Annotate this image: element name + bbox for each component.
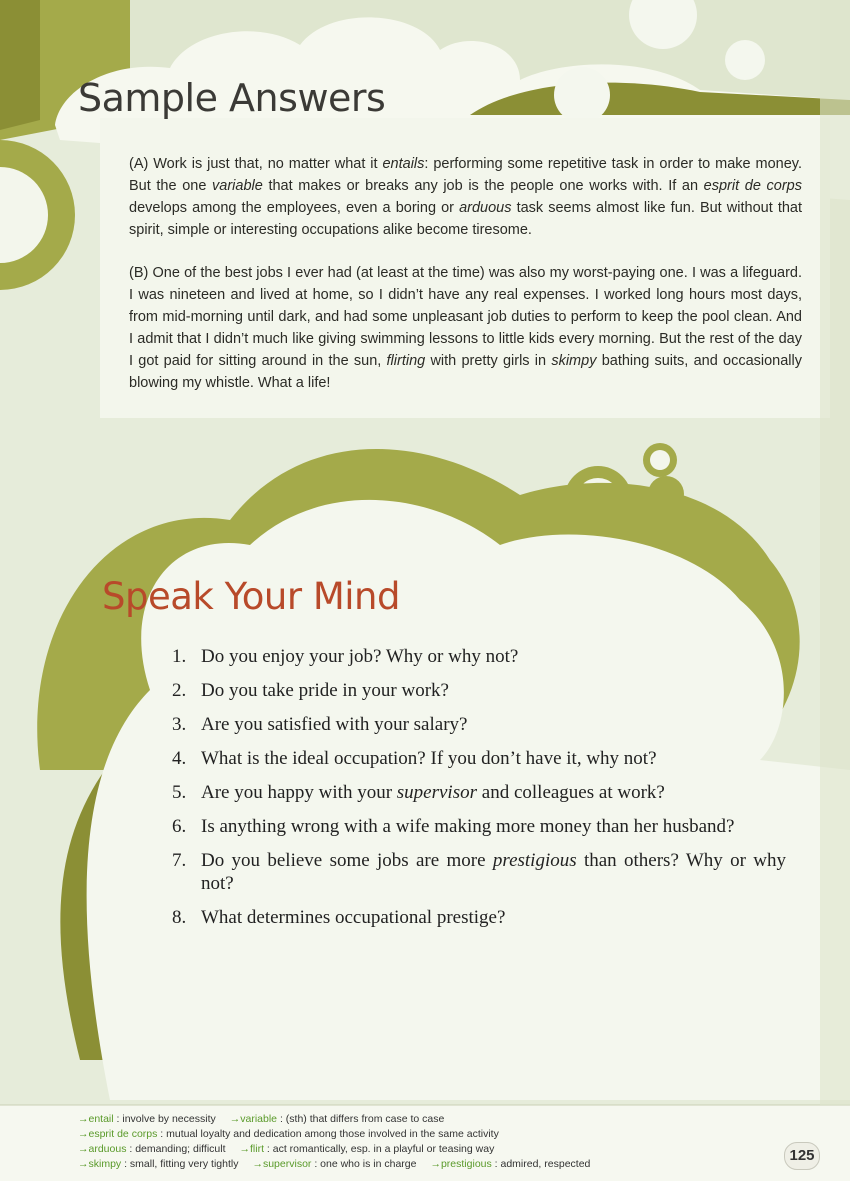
vocabulary-glossary	[78, 1112, 778, 1172]
question-list	[172, 645, 786, 940]
arrow-icon: →	[78, 1128, 89, 1140]
question-item: 8. What determines occupational prestige?	[172, 907, 506, 928]
arrow-icon: →	[239, 1143, 250, 1155]
sample-answer-b: (B) One of the best jobs I ever had (at least at the time) was also my worst-paying one. I was a lifeguard. I was nineteen and lived at home, so I didn’t have any real expenses. I worked long hours most days, from mid-morning until dark, and had some unpleasant job duties to perform to keep the pool clean. And I admit that I didn’t much like giving swimming lessons to little kids every morning. But the rest of the day I got paid for sitting around in the sun, flirting with pretty girls in skimpy bathing suits, and occasionally blowing my whistle. What a life!	[129, 265, 802, 391]
glossary-row: →arduous : demanding; difficult →flirt : act romantically, esp. in a playful or teasing way	[78, 1143, 495, 1155]
sample-answer-a: (A) Work is just that, no matter what it entails: performing some repetitive task in order to make money. But the one variable that makes or breaks any job is the people one works with. If an esprit de corps develops among the employees, even a boring or arduous task seems almost like fun. But without that spirit, simple or interesting occupations alike become tiresome.	[129, 156, 802, 238]
question-item: 2. Do you take pride in your work?	[172, 680, 449, 701]
arrow-icon: →	[252, 1158, 263, 1170]
question-item: 5. Are you happy with your supervisor and colleagues at work?	[172, 782, 665, 803]
section-title-speak-your-mind: Speak Your Mind	[102, 575, 400, 618]
question-item: 4. What is the ideal occupation? If you don’t have it, why not?	[172, 748, 657, 769]
vocab-term: variable	[212, 178, 263, 194]
arrow-icon: →	[78, 1113, 89, 1125]
glossary-row: →skimpy : small, fitting very tightly →supervisor : one who is in charge →prestigious : admired, respected	[78, 1158, 591, 1170]
vocab-term: flirting	[386, 353, 426, 369]
arrow-icon: →	[430, 1158, 441, 1170]
vocab-term: esprit de corps	[703, 178, 802, 194]
arrow-icon: →	[229, 1113, 241, 1125]
vocab-term: entails	[382, 156, 425, 172]
question-item: 7. Do you believe some jobs are more prestigious than others? Why or why not?	[172, 850, 786, 894]
question-item: 1. Do you enjoy your job? Why or why not?	[172, 646, 519, 667]
question-item: 6. Is anything wrong with a wife making more money than her husband?	[172, 816, 735, 837]
glossary-row: →entail : involve by necessity →variable : (sth) that differs from case to case	[78, 1113, 445, 1125]
arrow-icon: →	[78, 1143, 89, 1155]
glossary-row: →esprit de corps : mutual loyalty and dedication among those involved in the same activity	[78, 1128, 499, 1140]
question-item: 3. Are you satisfied with your salary?	[172, 714, 468, 735]
arrow-icon: →	[78, 1158, 89, 1170]
page-number: 125	[784, 1142, 820, 1170]
section-title-sample-answers: Sample Answers	[78, 76, 386, 120]
vocab-term: arduous	[459, 200, 512, 216]
vocab-term: skimpy	[551, 353, 597, 369]
